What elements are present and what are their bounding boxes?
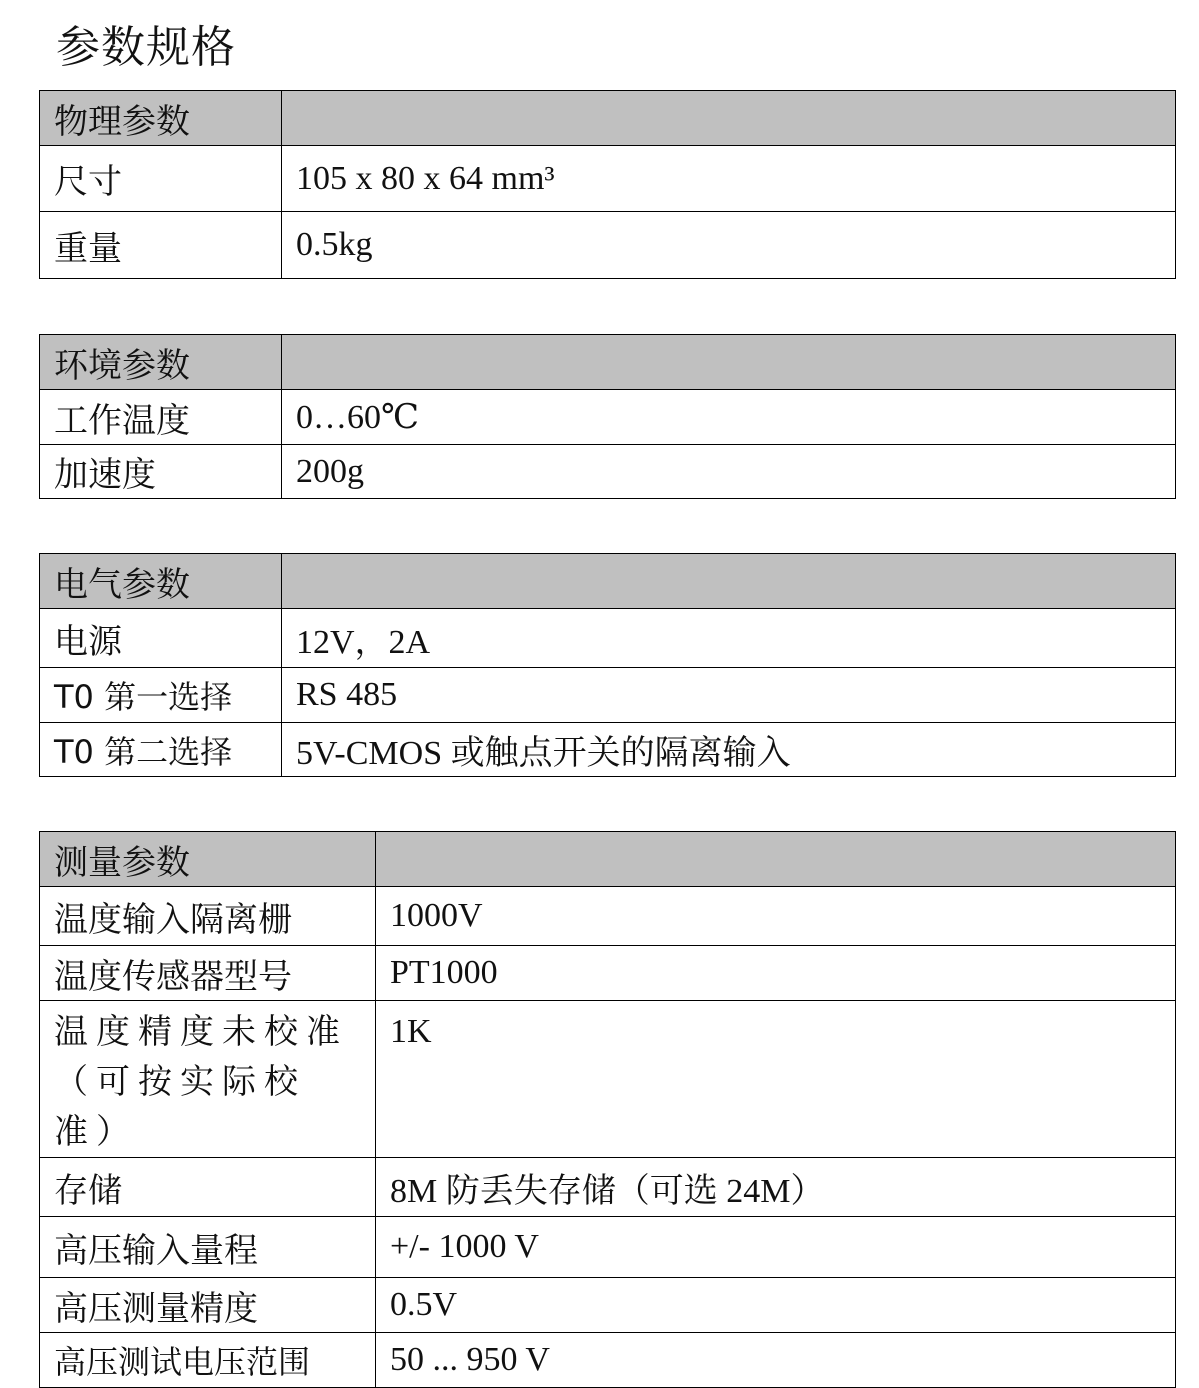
param-label: 重量 <box>40 212 282 279</box>
param-label: 高压测量精度 <box>40 1278 376 1333</box>
table-header-row <box>40 335 1176 390</box>
param-value: 8M 防丢失存储（可选 24M） <box>376 1158 1176 1217</box>
param-label: 高压测试电压范围 <box>40 1333 376 1388</box>
section-header: 测量参数 <box>40 832 376 887</box>
table-row <box>40 609 1176 668</box>
param-value: 5V-CMOS 或触点开关的隔离输入 <box>282 723 1176 777</box>
param-label: 温度输入隔离栅 <box>40 887 376 946</box>
param-value: 12V，2A <box>282 609 1176 668</box>
header-empty-cell <box>282 335 1176 390</box>
table-row <box>40 1278 1176 1333</box>
param-value: 1000V <box>376 887 1176 946</box>
table-header-row <box>40 554 1176 609</box>
environment-params-table <box>39 334 1176 499</box>
header-empty-cell <box>282 91 1176 146</box>
param-value: 0…60℃ <box>282 390 1176 445</box>
param-value: PT1000 <box>376 946 1176 1001</box>
table-row <box>40 1333 1176 1388</box>
param-value: 200g <box>282 445 1176 499</box>
param-value: 0.5V <box>376 1278 1176 1333</box>
param-label: 工作温度 <box>40 390 282 445</box>
param-value: 105 x 80 x 64 mm³ <box>282 146 1176 212</box>
param-value: 1K <box>376 1001 1176 1158</box>
param-value: 50 ... 950 V <box>376 1333 1176 1388</box>
param-value: 0.5kg <box>282 212 1176 279</box>
section-header: 环境参数 <box>40 335 282 390</box>
param-label: 电源 <box>40 609 282 668</box>
param-value: +/- 1000 V <box>376 1217 1176 1278</box>
table-row <box>40 1001 1176 1158</box>
table-row <box>40 1217 1176 1278</box>
measurement-params-table <box>39 831 1176 1388</box>
param-label: T0 第一选择 <box>40 668 282 723</box>
table-row <box>40 1158 1176 1217</box>
header-empty-cell <box>282 554 1176 609</box>
table-row <box>40 668 1176 723</box>
table-row <box>40 445 1176 499</box>
table-row <box>40 390 1176 445</box>
page-title: 参数规格 <box>56 22 236 73</box>
table-row <box>40 146 1176 212</box>
param-label: 温度精度未校准（可按实际校准） <box>40 1001 376 1158</box>
table-row <box>40 723 1176 777</box>
physical-params-table <box>39 90 1176 279</box>
header-empty-cell <box>376 832 1176 887</box>
param-label: 温度传感器型号 <box>40 946 376 1001</box>
table-row <box>40 212 1176 279</box>
param-value: RS 485 <box>282 668 1176 723</box>
electrical-params-table <box>39 553 1176 777</box>
param-label: 尺寸 <box>40 146 282 212</box>
table-header-row <box>40 832 1176 887</box>
param-label: 加速度 <box>40 445 282 499</box>
table-header-row <box>40 91 1176 146</box>
section-header: 电气参数 <box>40 554 282 609</box>
param-label: 存储 <box>40 1158 376 1217</box>
table-row <box>40 887 1176 946</box>
table-row <box>40 946 1176 1001</box>
param-label: T0 第二选择 <box>40 723 282 777</box>
param-label: 高压输入量程 <box>40 1217 376 1278</box>
section-header: 物理参数 <box>40 91 282 146</box>
